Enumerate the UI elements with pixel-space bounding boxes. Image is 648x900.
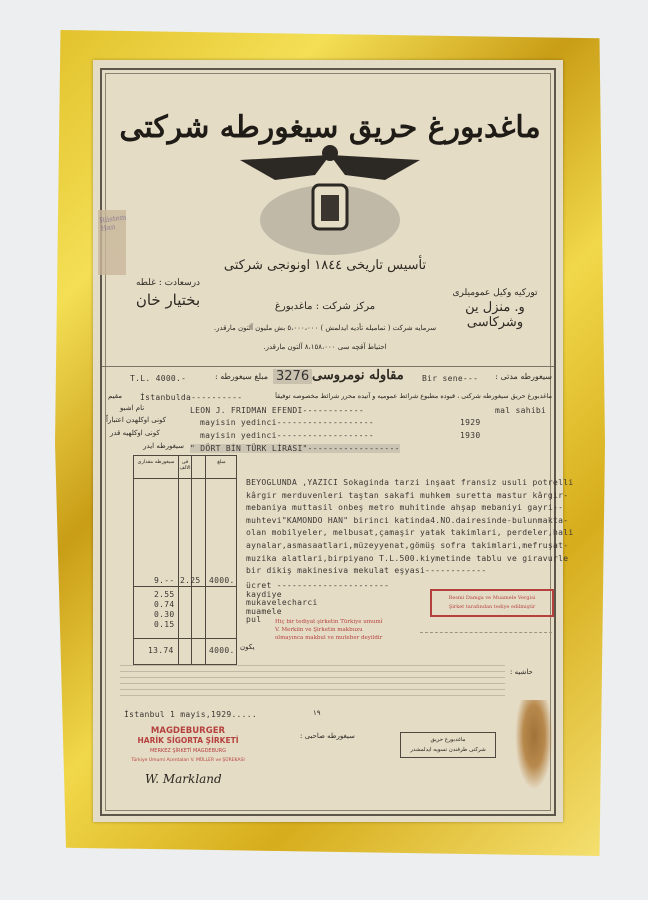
fee-label: muamele: [246, 606, 282, 616]
intro-text: ماغدبورغ حريق سيغورطه شركتى ، قبوده مطبوع شرائط عموميه و آتيده محرر شرائط مخصوصه توفيقاً: [275, 392, 552, 400]
table-header: مبلغ: [217, 459, 226, 465]
total-premium: 13.74: [148, 646, 174, 655]
stamp-line: MAGDEBURGER: [150, 726, 226, 736]
headquarters-line: مركز شركت : ماغدبورغ: [274, 301, 376, 312]
fee-value: 0.15: [154, 620, 175, 629]
box-line: ماغدبورغ حريق: [430, 737, 466, 743]
table-cell: 2.25: [180, 576, 201, 585]
left-location: درسعادت : غلطه: [135, 278, 201, 288]
fee-value: 0.30: [154, 610, 175, 619]
revenue-stamp-remnant: [515, 700, 553, 790]
start-year: 1929: [460, 418, 481, 427]
issue-date: İstanbul 1 mayis,1929.....: [124, 710, 258, 719]
box-line: شركتى طرفندن تسويه ايدلمشدر: [410, 747, 486, 753]
fee-label: kaydiye: [246, 589, 282, 599]
fee-label: mukavelecharci: [246, 598, 318, 607]
stamp-line: HARİK SİGORTA ŞİRKETİ: [137, 736, 239, 745]
residence: İstanbulda----------: [140, 393, 243, 402]
amount-label: مبلغ سيغورطه :: [214, 372, 268, 381]
issue-date-ar: ١٩: [313, 709, 321, 717]
fee-label: ücret ----------------------: [246, 581, 390, 590]
left-office: بختيار خان: [135, 291, 201, 309]
policy-duration: Bir sene---: [422, 374, 479, 383]
stamp-line: Türkiye Umumi Acentaları V. MÜLLER ve ŞÜREKASI: [131, 758, 245, 763]
description-line: muzika alatlari,birpiyano T.L.500.kiymetinde tablu ve giravurle: [246, 553, 569, 563]
duration-label: سيغورطه مدتى :: [495, 372, 552, 381]
policy-holder: LEON J. FRIDMAN EFENDI------------: [190, 406, 364, 415]
sum-label: سيغورطه ايدر: [143, 442, 184, 450]
stamp-line: Şirket tarafından tediye edilmiştir: [448, 604, 536, 610]
description-line: bir dikiş makinesiva mekulat eşyasi------------: [246, 566, 487, 576]
description-line: olan mobilyeler, melbusat,çamaşir yatak takimlari, perdeler,hali: [246, 528, 574, 538]
fee-value: 0.74: [154, 600, 175, 609]
fine-print-terms: [120, 660, 505, 700]
company-title: ماغدبورغ حريق سيغورطه شركتى: [119, 110, 541, 145]
holder-role: mal sahibi: [495, 406, 547, 415]
end-year: 1930: [460, 431, 481, 440]
eagle-emblem: [235, 135, 425, 260]
table-header: فى الالف: [179, 459, 191, 471]
agents-name: و. منزل ين وشركاسى: [465, 300, 525, 330]
stamp-line: Resmi Damga ve Muamele Vergisi: [448, 595, 536, 601]
holder-signature-label: سيغورطه صاحبى :: [300, 732, 355, 740]
handwritten-note: Rüstem Han: [99, 213, 127, 233]
premium-table: [133, 455, 237, 665]
stamp-line: Hiç bir tediyat şirketin Türkiye umumî: [275, 619, 383, 625]
tax-paid-stamp: [430, 589, 554, 617]
end-date: mayisin yedinci-------------------: [200, 431, 374, 440]
table-cell: 9.--: [154, 576, 175, 585]
pasted-slip: [98, 210, 126, 275]
insured-amount: T.L. 4000.-: [130, 374, 187, 383]
policy-number: 3276: [273, 369, 312, 384]
start-date: mayisin yedinci-------------------: [200, 418, 374, 427]
start-label: كونى اوكلهدن اعتباراً: [106, 416, 167, 424]
capital-line: سرمايه شركت ( تماميله تأديه ايدلمش ) ٥،٠٠٠،٠٠٠ بش مليون آلتون مارقدر.: [213, 324, 437, 332]
description-line: muhtevi"KAMONDO HAN" birinci katinda4.NO.dairesinde-bulunmakta-: [246, 515, 569, 525]
description-line: kârgir merduvenleri taştan sakafi muhkem suretta mastur kârgir-: [246, 490, 569, 500]
holder-label: نام اشبو: [120, 404, 145, 412]
total-amount: 4000.: [209, 646, 235, 655]
stamp-line: MERKEZ ŞİRKETİ MAGDEBURG: [149, 748, 227, 754]
table-header: سيغورطه مقدارى: [137, 459, 175, 465]
description-line: aynalar,asmasaatlari,müzeyyenat,gömüş sofra takimlari,mefruşat-: [246, 540, 569, 550]
description-line: mebaniya muttasil onbeş metro muhitinde ahşap mebaniyi gayri--: [246, 503, 564, 513]
note-label: حاشيه :: [510, 668, 533, 676]
residence-label: مقيم: [108, 392, 123, 400]
table-cell: 4000.: [209, 576, 235, 585]
reserve-line: احتياط آقچه سى ٨،١٥٨،٠٠٠ آلتون مارقدر.: [263, 343, 387, 351]
policy-number-label: مقاوله نومروسى: [312, 368, 404, 383]
stamp-line: olmayınca makbul ve muteber deyildir: [275, 635, 383, 641]
founded-line: تأسيس تاريخى ١٨٤٤ اونونجى شركتى: [223, 258, 427, 273]
end-label: كونى اوكلهيه قدر: [110, 429, 160, 437]
property-description: [246, 477, 574, 578]
fee-value: 2.55: [154, 590, 175, 599]
agents-label: توركيه وكيل عموميلرى: [452, 288, 538, 298]
description-line: BEYOGLUNDA ,YAZICI Sokaginda tarzi inşaat fransiz usuli potrelli: [246, 478, 574, 487]
sum-in-words: " DÖRT BİN TÜRK LİRASI"------------------: [190, 444, 400, 453]
total-label: يكون: [240, 643, 255, 651]
signature: W. Markland: [145, 772, 222, 786]
stamp-line: V. Merkiin ve Şirketin makbuzu: [275, 627, 363, 633]
payment-notice-stamp: [275, 618, 383, 642]
company-stamp: [122, 726, 254, 766]
settlement-box: [400, 732, 496, 758]
fee-label: pul: [246, 615, 262, 624]
